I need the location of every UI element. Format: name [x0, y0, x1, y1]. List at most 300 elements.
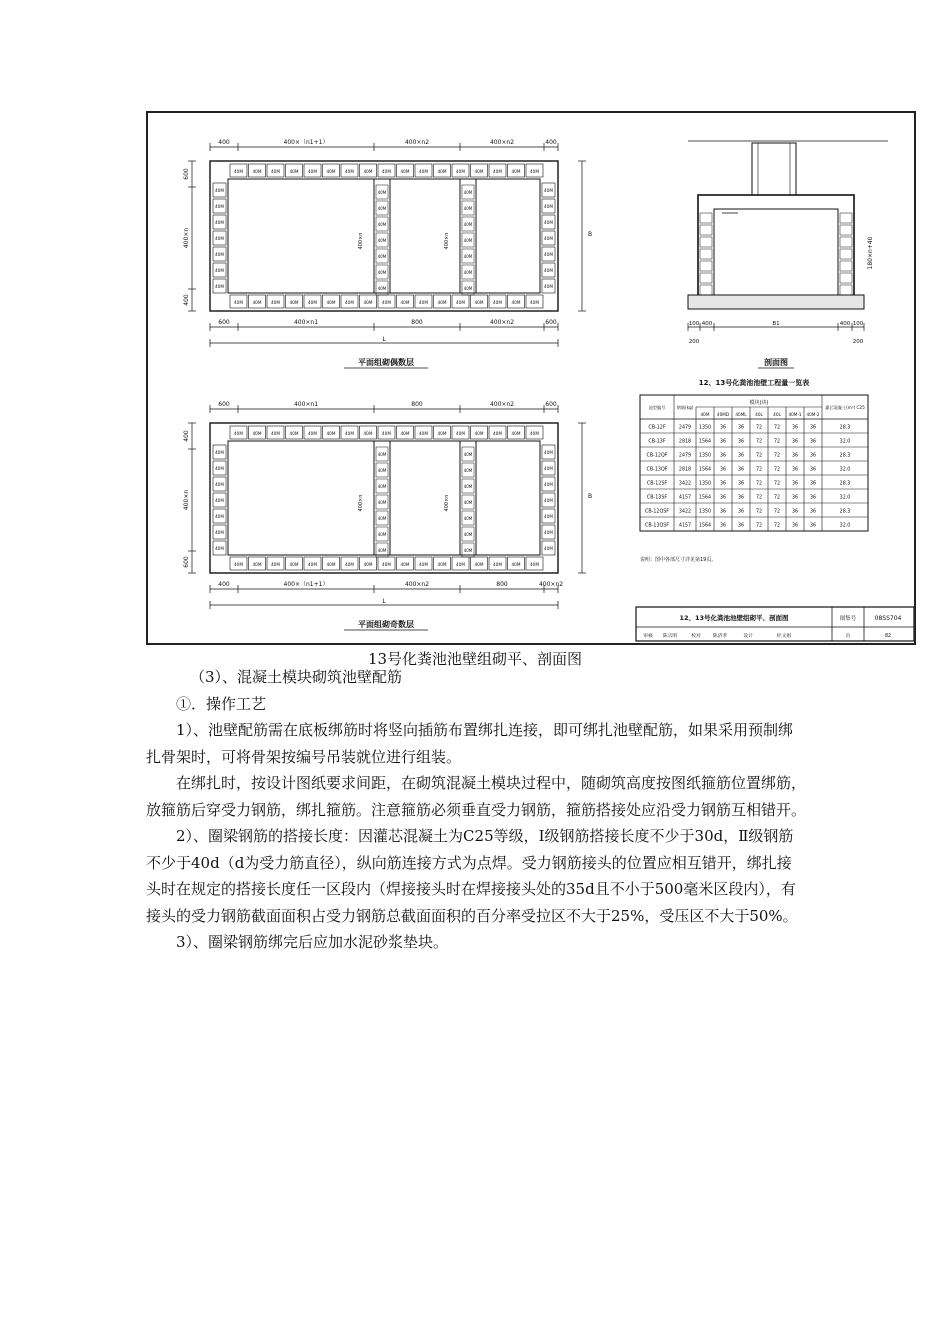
table-cell: 36 [809, 425, 817, 431]
table-header-cell: 钢筋(kg) [676, 405, 694, 410]
table-cell: 72 [773, 425, 781, 431]
block-label: 40M [463, 286, 473, 291]
block-label: 40M [363, 431, 373, 436]
table-cell: 72 [773, 453, 781, 459]
block-label: 40M [215, 284, 224, 289]
block-label: 40M [463, 484, 473, 489]
table-cell: 72 [773, 481, 781, 487]
table-cell: 36 [809, 467, 817, 473]
dimension-label: 100 [688, 321, 700, 327]
table-cell: 3422 [678, 509, 692, 515]
table-cell: 36 [809, 453, 817, 459]
table-cell: 36 [809, 509, 817, 515]
title-block-title: 12、13号化粪池池壁组砌平、剖面图 [679, 614, 789, 622]
block-label: 40M [419, 300, 428, 305]
block-label: 40M [289, 562, 299, 567]
table-cell: 72 [773, 495, 781, 501]
block-label: 40M [544, 466, 553, 471]
table-cell: CB-13SF [646, 495, 668, 501]
block-label: 40M [377, 254, 387, 259]
block-label: 40M [493, 562, 502, 567]
table-cell: 36 [737, 495, 745, 501]
block-label: 40M [437, 300, 447, 305]
dimension-label: 600 [545, 319, 557, 326]
block-label: 40M [271, 300, 280, 305]
block-label: 40M [544, 514, 553, 519]
dimension-label: 100 [852, 321, 864, 327]
block-label: 40M [400, 300, 410, 305]
dimension-label: 400×n2 [489, 139, 515, 146]
block-label: 40M [377, 516, 387, 521]
table-cell: 36 [737, 467, 745, 473]
wall-block [700, 273, 712, 283]
block-label: 40M [289, 169, 299, 174]
tank-inner-wall [714, 209, 838, 295]
table-cell: 36 [719, 453, 727, 459]
dimension-label: B1 [772, 321, 780, 327]
paragraph-0: （3）、混凝土模块砌筑池壁配筋 [190, 668, 403, 686]
block-label: 40M [271, 169, 280, 174]
dimension-label: 400 [218, 581, 230, 588]
block-label: 40M [463, 500, 473, 505]
title-block-cell: 页 [845, 634, 851, 639]
table-cell: 28.3 [839, 425, 851, 431]
block-label: 40M [544, 482, 553, 487]
block-label: 40M [493, 431, 502, 436]
wall-block [700, 237, 712, 247]
block-label: 40M [463, 190, 473, 195]
table-cell: 36 [719, 481, 727, 487]
table-cell: CB-12SF [646, 481, 668, 487]
block-label: 40M [215, 466, 224, 471]
paragraph-1: ①．操作工艺 [176, 694, 267, 713]
block-label: 40M [419, 562, 428, 567]
table-cell: 72 [755, 523, 763, 529]
block-label: 40M [215, 498, 224, 503]
block-label: 40M [377, 190, 387, 195]
table-cell: 2818 [678, 467, 692, 473]
dimension-label: 600 [183, 168, 190, 180]
wall-block [840, 261, 852, 271]
table-cell: 32.0 [839, 495, 851, 501]
block-label: 40M [377, 222, 387, 227]
block-label: 40M [377, 452, 387, 457]
table-header-cell: 40M-1 [788, 412, 802, 417]
title-block-cell: 设计 [743, 634, 753, 639]
table-cell: 36 [719, 425, 727, 431]
block-label: 40M [474, 431, 484, 436]
block-label: 40M [419, 431, 428, 436]
width-label: B [587, 493, 593, 500]
block-label: 40M [437, 169, 447, 174]
block-label: 40M [215, 220, 224, 225]
block-label: 40M [215, 252, 224, 257]
table-cell: CB-13QSF [644, 523, 670, 529]
table-cell: 3422 [678, 481, 692, 487]
drawing-canvas [148, 113, 914, 643]
block-label: 40M [377, 468, 387, 473]
block-label: 40M [544, 530, 553, 535]
paragraph-3: 在绑扎时，按设计图纸要求间距，在砌筑混凝土模块过程中，随砌筑高度按图纸箍筋位置绑筋，放箍筋后穿受力钢筋，绑扎箍筋。注意箍筋必须垂直受力钢筋，箍筋搭接处应沿受力钢筋互相错开。 [146, 774, 807, 819]
table-cell: 36 [791, 467, 799, 473]
shaft-opening [758, 143, 790, 195]
table-header-cell: 池型编号 [648, 405, 666, 410]
block-label: 40M [530, 562, 539, 567]
block-label: 40M [463, 516, 473, 521]
block-label: 40M [463, 452, 473, 457]
block-label: 40M [437, 431, 447, 436]
block-label: 40M [419, 169, 428, 174]
block-label: 40M [363, 562, 373, 567]
block-label: 40M [215, 530, 224, 535]
block-label: 40M [234, 562, 243, 567]
block-label: 40M [493, 300, 502, 305]
block-label: 40M [382, 562, 391, 567]
base-slab [688, 295, 864, 309]
block-label: 40M [437, 562, 447, 567]
chamber-dim: 400×n [444, 232, 450, 250]
dimension-label: 400×n [183, 489, 190, 511]
block-label: 40M [345, 169, 354, 174]
partition-wall [460, 179, 476, 293]
block-label: 40M [215, 268, 224, 273]
construction-drawing [146, 111, 916, 645]
chamber-dim: 400×n [358, 232, 364, 250]
table-cell: 32.0 [839, 523, 851, 529]
block-label: 40M [252, 300, 262, 305]
block-label: 40M [234, 169, 243, 174]
block-label: 40M [456, 431, 465, 436]
block-label: 40M [377, 270, 387, 275]
table-cell: 36 [737, 481, 745, 487]
block-label: 40M [308, 431, 317, 436]
block-label: 40M [289, 300, 299, 305]
block-label: 40M [544, 204, 553, 209]
block-label: 40M [382, 431, 391, 436]
table-cell: CB-13QF [646, 467, 668, 473]
dimension-label: 400×n [183, 227, 190, 249]
block-label: 40M [308, 562, 317, 567]
block-label: 40M [345, 562, 354, 567]
dimension-label: 400 [545, 139, 557, 146]
table-header-cell: 40M [700, 412, 710, 417]
dimension-label: 400×n1 [293, 319, 319, 326]
block-label: 40M [326, 300, 336, 305]
block-label: 40M [215, 188, 224, 193]
partition-wall [374, 441, 390, 555]
block-label: 40M [456, 300, 465, 305]
block-label: 40M [544, 236, 553, 241]
block-label: 40M [463, 254, 473, 259]
table-cell: 72 [755, 509, 763, 515]
tank-outer-wall [698, 195, 854, 303]
block-label: 40M [234, 300, 243, 305]
dimension-label: 400 [183, 294, 190, 306]
table-cell: 36 [809, 481, 817, 487]
title-block-cell: 审核 [643, 634, 653, 639]
block-label: 40M [530, 300, 539, 305]
block-label: 40M [400, 431, 410, 436]
dimension-label: 400 [839, 321, 851, 327]
table-cell: 2479 [678, 425, 692, 431]
block-label: 40M [377, 548, 387, 553]
body-text [146, 664, 806, 956]
table-cell: 36 [719, 439, 727, 445]
width-label: B [587, 231, 593, 238]
table-cell: 1350 [698, 509, 712, 515]
table-cell: 36 [719, 467, 727, 473]
block-label: 40M [252, 562, 262, 567]
block-label: 40M [308, 169, 317, 174]
dimension-label: 400×（n1+1） [283, 581, 329, 588]
block-label: 40M [345, 300, 354, 305]
block-label: 40M [400, 169, 410, 174]
block-label: 40M [382, 300, 391, 305]
table-cell: 72 [755, 481, 763, 487]
block-label: 40M [544, 252, 553, 257]
block-label: 40M [215, 546, 224, 551]
block-label: 40M [377, 484, 387, 489]
atlas-label: 图集号 [839, 616, 857, 622]
figure-caption: 13号化粪池池壁组砌平、剖面图 [367, 650, 583, 668]
table-cell: 36 [791, 439, 799, 445]
chamber-dim: 400×n [358, 494, 364, 512]
table-header-cell: 40M-2 [806, 412, 820, 417]
table-header-cell: 40MD [716, 412, 730, 417]
dimension-label: 400×n2 [404, 139, 430, 146]
table-note: 说明：图中各部尺寸详见第19页。 [640, 557, 717, 563]
wall-block [840, 285, 852, 295]
table-cell: 72 [755, 425, 763, 431]
dimension-label: 400×n2 [489, 319, 515, 326]
table-cell: 36 [719, 509, 727, 515]
section-title: 剖面图 [764, 358, 788, 367]
wall-block [840, 213, 852, 223]
block-label: 40M [377, 286, 387, 291]
total-length-label: L [382, 336, 386, 343]
paragraph-5: 3）、圈梁钢筋绑完后应加水泥砂浆垫块。 [176, 933, 449, 951]
block-label: 40M [215, 450, 224, 455]
table-cell: 36 [791, 453, 799, 459]
dimension-label: 800 [411, 319, 423, 326]
dimension-label: 200 [852, 339, 864, 345]
dimension-label: 600 [545, 401, 557, 408]
block-label: 40M [400, 562, 410, 567]
block-label: 40M [544, 268, 553, 273]
table-cell: 2479 [678, 453, 692, 459]
block-label: 40M [215, 482, 224, 487]
title-block-border [636, 607, 914, 641]
block-label: 40M [511, 300, 521, 305]
table-header-cell: 40ML [735, 412, 747, 417]
table-cell: 32.0 [839, 439, 851, 445]
table-header-cell: 40L [755, 412, 763, 417]
block-label: 40M [511, 431, 521, 436]
block-label: 40M [215, 514, 224, 519]
block-label: 40M [463, 222, 473, 227]
table-cell: 1350 [698, 453, 712, 459]
wall-block [840, 225, 852, 235]
table-cell: 36 [719, 495, 727, 501]
block-label: 40M [463, 532, 473, 537]
table-cell: CB-12QF [646, 453, 668, 459]
paragraph-4: 2）、圈梁钢筋的搭接长度：因灌芯混凝土为C25等级，Ⅰ级钢筋搭接长度不少于30d，Ⅱ级钢筋不少于40d（d为受力筋直径），纵向筋连接方式为点焊。受力钢筋接头的位置应相互错开，绑扎接头时在规定的搭接长度任一区段内（焊接接头时在焊接接头处的35d且不小于500毫米区段内），有接头的受力钢筋截面面积占受力钢筋总截面面积的百分率受拉区不大于25%，受压区不大于50%。 [146, 827, 798, 925]
block-label: 40M [377, 500, 387, 505]
table-cell: 72 [773, 467, 781, 473]
table-cell: 1564 [698, 495, 712, 501]
title-block-cell: 杜文娟 [776, 634, 792, 639]
dimension-label: 800 [496, 581, 508, 588]
table-cell: CB-13F [648, 439, 666, 445]
table-cell: 2818 [678, 439, 692, 445]
block-label: 40M [326, 562, 336, 567]
table-cell: 36 [737, 453, 745, 459]
block-label: 40M [326, 169, 336, 174]
paragraph-2: 1）、池壁配筋需在底板绑筋时将竖向插筋布置绑扎连接，即可绑扎池壁配筋，如果采用预制绑扎骨架时，可将骨架按编号吊装就位进行组装。 [146, 721, 794, 766]
wall-block [840, 273, 852, 283]
table-cell: 36 [791, 509, 799, 515]
table-cell: 72 [773, 439, 781, 445]
dimension-label: 400×n1 [293, 401, 319, 408]
plan-title: 平面组砌偶数层 [358, 358, 414, 367]
block-label: 40M [463, 548, 473, 553]
block-label: 40M [511, 169, 521, 174]
dimension-label: 400 [183, 430, 190, 442]
block-label: 40M [377, 206, 387, 211]
table-cell: 36 [791, 523, 799, 529]
block-label: 40M [474, 169, 484, 174]
dimension-label: 600 [218, 401, 230, 408]
block-label: 40M [544, 546, 553, 551]
table-cell: 4157 [678, 495, 692, 501]
dimension-label: 400×n2 [404, 581, 430, 588]
table-header-cell: 40L [773, 412, 781, 417]
table-cell: 36 [737, 509, 745, 515]
dimension-label: 600 [218, 319, 230, 326]
table-cell: 1564 [698, 467, 712, 473]
dimension-label: 400×n2 [538, 581, 564, 588]
block-label: 40M [463, 270, 473, 275]
dimension-label: 800 [411, 401, 423, 408]
wall-block [840, 237, 852, 247]
block-label: 40M [252, 169, 262, 174]
block-label: 40M [544, 450, 553, 455]
table-cell: 1350 [698, 425, 712, 431]
table-header-cell: 灌芯混凝土(m³) C25 [825, 405, 865, 410]
table-cell: 36 [737, 425, 745, 431]
block-label: 40M [530, 169, 539, 174]
title-block-cell: 82 [884, 634, 892, 639]
table-cell: 36 [791, 481, 799, 487]
table-cell: 72 [755, 453, 763, 459]
block-label: 40M [345, 431, 354, 436]
table-cell: 36 [809, 439, 817, 445]
section-height-label: 180×n+40 [867, 236, 874, 270]
table-cell: 72 [755, 495, 763, 501]
block-label: 40M [308, 300, 317, 305]
table-cell: 72 [773, 523, 781, 529]
block-label: 40M [456, 169, 465, 174]
block-label: 40M [544, 220, 553, 225]
table-cell: 72 [755, 467, 763, 473]
title-block-cell: 陈济孝 [712, 634, 728, 639]
table-cell: 72 [773, 509, 781, 515]
dimension-label: 400×n2 [489, 401, 515, 408]
block-label: 40M [252, 431, 262, 436]
block-label: 40M [474, 300, 484, 305]
table-group-header: 模块(块) [749, 400, 769, 406]
partition-wall [460, 441, 476, 555]
block-label: 40M [377, 238, 387, 243]
table-cell: 28.3 [839, 481, 851, 487]
block-label: 40M [463, 238, 473, 243]
block-label: 40M [271, 562, 280, 567]
block-label: 40M [463, 206, 473, 211]
block-label: 40M [234, 431, 243, 436]
block-label: 40M [493, 169, 502, 174]
table-title: 12、13号化粪池池壁工程量一览表 [698, 379, 810, 387]
plan-title: 平面组砌奇数层 [358, 620, 414, 629]
table-cell: 36 [809, 523, 817, 529]
block-label: 40M [474, 562, 484, 567]
table-cell: 1350 [698, 481, 712, 487]
table-cell: 1564 [698, 439, 712, 445]
block-label: 40M [215, 236, 224, 241]
block-label: 40M [363, 300, 373, 305]
dimension-label: 400 [701, 321, 713, 327]
wall-block [700, 225, 712, 235]
title-block-cell: 陈宗明 [662, 634, 678, 639]
block-label: 40M [363, 169, 373, 174]
table-cell: 36 [737, 523, 745, 529]
dimension-label: 400×（n1+1） [283, 139, 329, 146]
wall-block [840, 249, 852, 259]
table-cell: 72 [755, 439, 763, 445]
atlas-number: 08SS704 [874, 615, 902, 622]
block-label: 40M [326, 431, 336, 436]
block-label: 40M [511, 562, 521, 567]
table-cell: 32.0 [839, 467, 851, 473]
block-label: 40M [544, 284, 553, 289]
block-label: 40M [530, 431, 539, 436]
table-cell: 36 [737, 439, 745, 445]
table-cell: 36 [791, 425, 799, 431]
table-cell: 28.3 [839, 453, 851, 459]
dimension-label: 600 [183, 556, 190, 568]
total-length-label: L [382, 598, 386, 605]
block-label: 40M [544, 498, 553, 503]
block-label: 40M [271, 431, 280, 436]
shaft-wall [752, 143, 796, 195]
block-label: 40M [215, 204, 224, 209]
table-cell: 1564 [698, 523, 712, 529]
table-cell: 36 [791, 495, 799, 501]
table-cell: 28.3 [839, 509, 851, 515]
table-cell: 36 [719, 523, 727, 529]
table-cell: CB-12F [648, 425, 666, 431]
wall-block [700, 249, 712, 259]
wall-block [700, 261, 712, 271]
block-label: 40M [382, 169, 391, 174]
block-label: 40M [289, 431, 299, 436]
block-label: 40M [377, 532, 387, 537]
block-label: 40M [544, 188, 553, 193]
dimension-label: 200 [688, 339, 700, 345]
table-cell: 36 [809, 495, 817, 501]
wall-block [700, 285, 712, 295]
wall-block [700, 213, 712, 223]
table-cell: 4157 [678, 523, 692, 529]
